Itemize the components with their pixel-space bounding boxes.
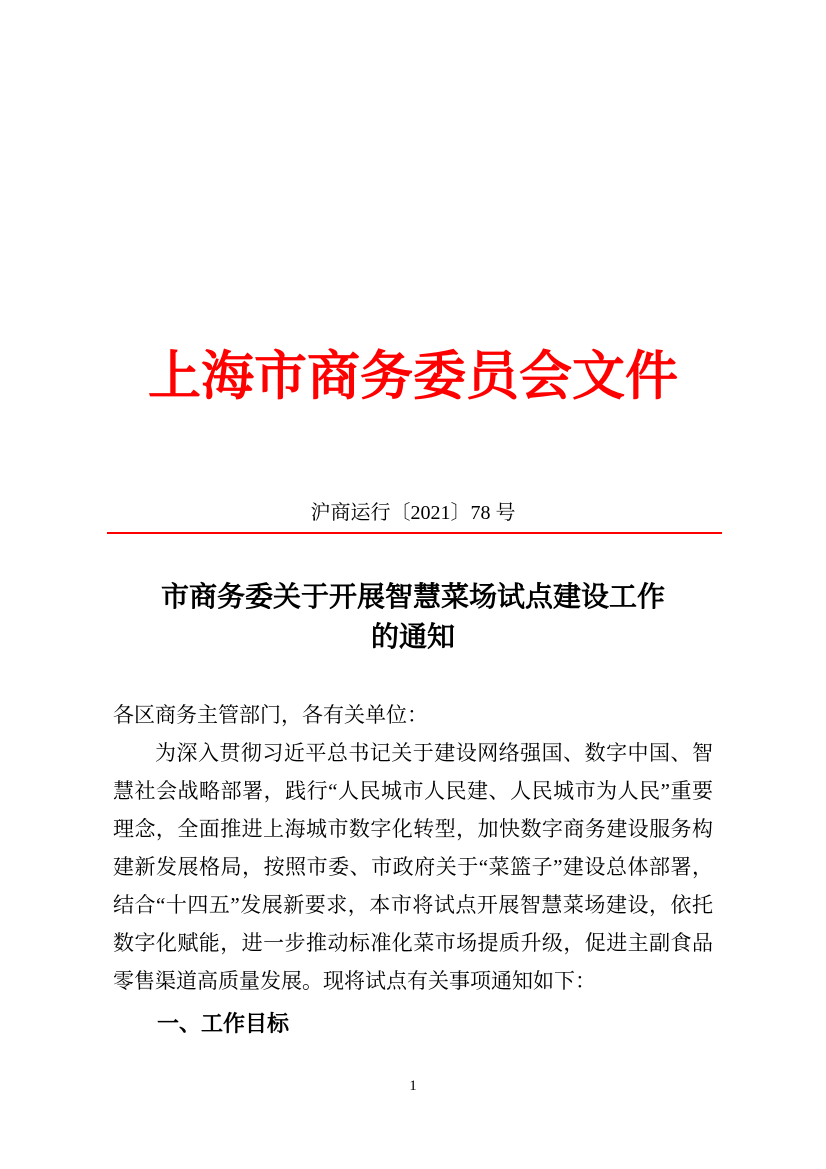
- body-paragraph: 为深入贯彻习近平总书记关于建设网络强国、数字中国、智慧社会战略部署，践行“人民城市人民建、人民城市为人民”重要理念，全面推进上海城市数字化转型，加快数字商务建设服务构建新发展格局，按照市委、市政府关于“菜篮子”建设总体部署，结合“十四五”发展新要求，本市将试点开展智慧菜场建设，依托数字化赋能，进一步推动标准化菜市场提质升级，促进主副食品零售渠道高质量发展。现将试点有关事项通知如下：: [113, 741, 713, 993]
- red-divider-line: [107, 532, 722, 534]
- doc-title-line-1: 市商务委关于开展智慧菜场试点建设工作: [160, 582, 665, 613]
- page-number: 1: [409, 1078, 417, 1094]
- doc-title: [63, 578, 763, 658]
- doc-number: 沪商运行〔2021〕78 号: [310, 502, 516, 524]
- section-heading-1: 一、工作目标: [157, 1011, 290, 1036]
- red-header-org-title: 上海市商务委员会文件: [148, 348, 678, 406]
- document-body: [113, 696, 713, 1043]
- salutation: 各区商务主管部门，各有关单位：: [113, 703, 428, 727]
- doc-title-line-2: 的通知: [370, 622, 455, 653]
